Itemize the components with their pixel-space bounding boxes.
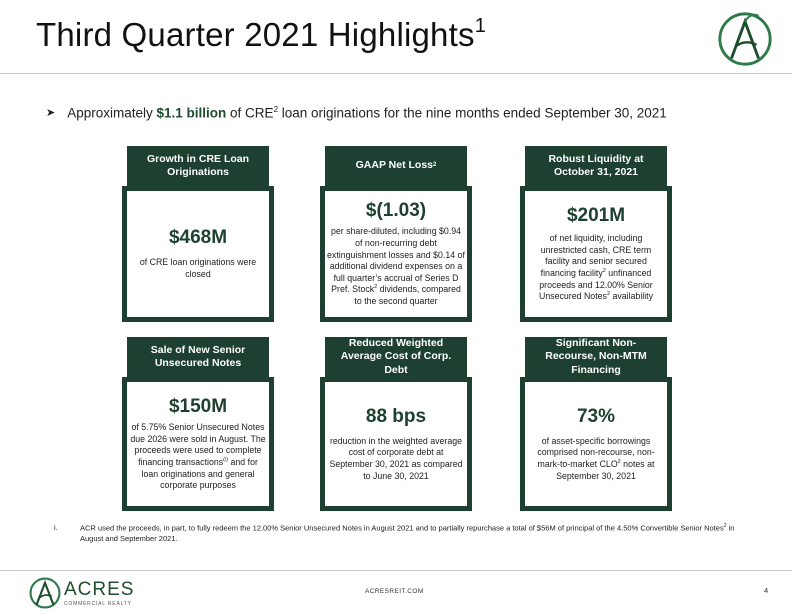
card-metric: $(1.03) — [365, 200, 427, 222]
footnote-text: ACR used the proceeds, in part, to fully redeem the 12.00% Senior Unsecured Notes in August 2021 and to partially repurchase a total of $56M of principal of the 4.50% Convertible Senior Notes$^2$ in August and September 2021. — [80, 523, 735, 544]
card-header: Growth in CRE Loan Originations — [127, 146, 269, 186]
card-metric: $150M — [168, 396, 228, 418]
card-body — [320, 377, 472, 511]
card-header: Significant Non-Recourse, Non-MTM Financing — [525, 337, 667, 377]
card-description: per share-diluted, including $0.94 of non-recurring debt extinguishment losses and $0.14 of additional dividend expenses on a full quarter’s accrual of Series D Pref. Stock$^2$ dividends, compared to the second quarter — [327, 226, 465, 307]
footnote-marker: i. — [54, 523, 58, 532]
card-body — [520, 186, 672, 322]
summary-bullet — [46, 105, 667, 121]
footnote — [54, 523, 754, 545]
logo-wordmark: ACRES — [64, 578, 135, 600]
card-description: of CRE loan originations were closed — [139, 257, 257, 279]
slide-title — [36, 16, 486, 54]
card-metric: 88 bps — [365, 405, 427, 427]
card-header: GAAP Net Loss 2 — [325, 146, 467, 186]
acres-mark-icon — [28, 576, 62, 610]
slide-title-text: Third Quarter 2021 Highlights — [36, 16, 475, 53]
acres-logo-icon — [716, 10, 774, 68]
card-description: of asset-specific borrowings comprised non-recourse, non-mark-to-market CLO$^2$ notes at September 30, 2021 — [537, 435, 655, 481]
card-body — [122, 377, 274, 511]
website-link[interactable]: ACRESREIT.COM — [365, 588, 424, 595]
card-header: Sale of New Senior Unsecured Notes — [127, 337, 269, 377]
summary-bullet-text: Approximately $1.1 billion of CRE$^2$ loan originations for the nine months ended September 30, 2021 — [67, 105, 667, 121]
card-description: reduction in the weighted average cost of corporate debt at September 30, 2021 as compared to June 30, 2021 — [329, 435, 463, 481]
summary-highlight: $1.1 billion — [156, 105, 227, 121]
card-header: Robust Liquidity at October 31, 2021 — [525, 146, 667, 186]
card-body — [320, 186, 472, 322]
page-number: 4 — [764, 586, 769, 595]
arrow-bullet-icon: ➤ — [46, 107, 56, 120]
card-metric: 73% — [576, 405, 616, 427]
footer-divider — [0, 570, 792, 571]
card-body — [122, 186, 274, 322]
logo-tagline: COMMERCIAL REALTY — [64, 600, 132, 607]
footer-logo — [28, 576, 134, 610]
card-header: Reduced Weighted Average Cost of Corp. Debt — [325, 337, 467, 377]
card-description: of net liquidity, including unrestricted cash, CRE term facility and senior secured financing facility$^2$ unfinanced proceeds and 12.00% Senior Unsecured Notes$^2$ availability — [538, 233, 654, 302]
slide-title-footnote-ref: 1 — [474, 15, 487, 37]
card-description: of 5.75% Senior Unsecured Notes due 2026 were sold in August. The proceeds were used to complete financing transactions$^{(i)}$ and for loan originations and general corporate purposes — [130, 422, 266, 491]
card-metric: $201M — [566, 205, 626, 227]
card-metric: $468M — [168, 227, 228, 249]
card-body — [520, 377, 672, 511]
header-divider — [0, 73, 792, 74]
